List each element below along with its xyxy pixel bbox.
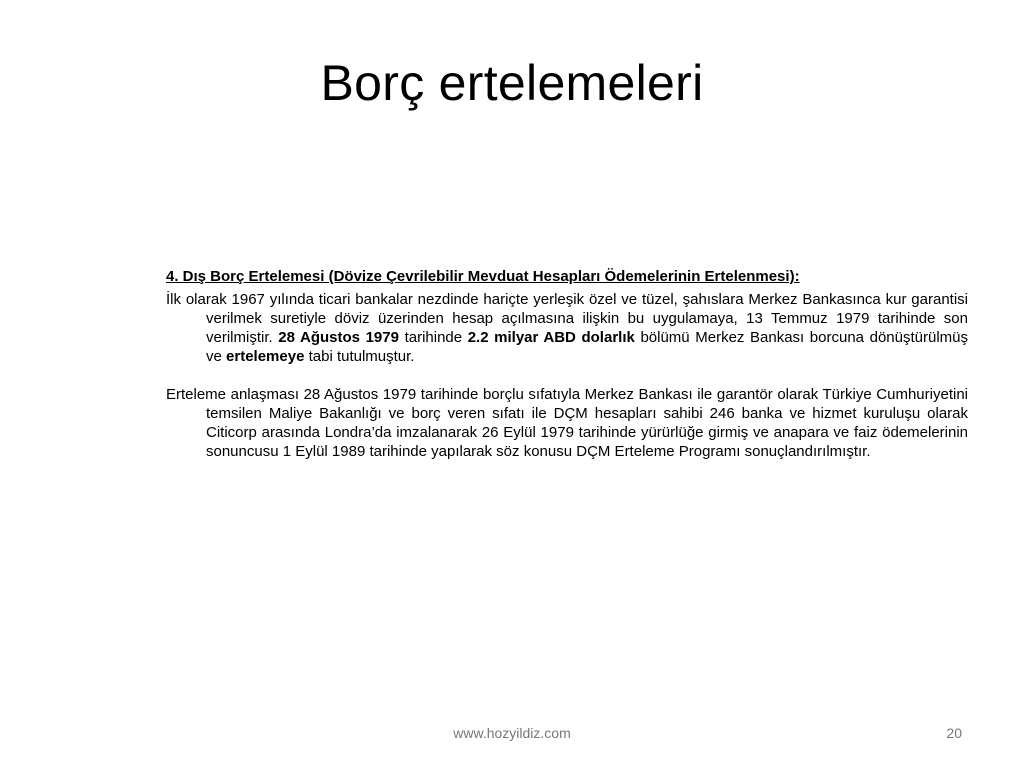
- footer-url: www.hozyildiz.com: [453, 725, 571, 741]
- paragraph-1-bold-amount: 2.2 milyar ABD dolarlık: [467, 329, 635, 346]
- paragraph-1-text-d: tabi tutulmuştur.: [304, 348, 415, 365]
- paragraph-1-text-a: İlk olarak 1967 yılında ticari bankalar nezdinde hariçte yerleşik özel ve tüzel, şahıslara Merkez Bankasınca kur garantisi verilmek suretiyle döviz üzerinden hesap açılmasına ilişkin bu uygulamaya, 13 Temmuz 1979 tarihinde son verilmiştir.: [166, 291, 968, 346]
- paragraph-1-text-b: tarihinde: [398, 329, 468, 346]
- paragraph-1-bold-term: ertelemeye: [226, 348, 305, 365]
- section-heading: 4. Dış Borç Ertelemesi (Dövize Çevrilebilir Mevduat Hesapları Ödemelerinin Ertelenmesi):: [166, 268, 800, 285]
- slide-content: [166, 267, 968, 461]
- slide-title: Borç ertelemeleri: [320, 55, 704, 111]
- paragraph-1-text-c: bölümü Merkez Bankası borcuna dönüştürülmüş ve: [206, 329, 968, 365]
- paragraph-1: [166, 290, 968, 366]
- paragraph-2: Erteleme anlaşması 28 Ağustos 1979 tarihinde borçlu sıfatıyla Merkez Bankası ile garantör olarak Türkiye Cumhuriyetini temsilen Maliye Bakanlığı ve borç veren sıfatı ile DÇM hesapları sahibi 246 banka ve hizmet kuruluşu olarak Citicorp arasında Londra’da imzalanarak 26 Eylül 1979 tarihinde yürürlüğe girmiş ve anapara ve faiz ödemelerinin sonuncusu 1 Eylül 1989 tarihinde yapılarak söz konusu DÇM Erteleme Programı sonuçlandırılmıştır.: [166, 386, 968, 460]
- page-number: 20: [946, 725, 962, 741]
- paragraph-1-bold-date: 28 Ağustos 1979: [278, 329, 399, 346]
